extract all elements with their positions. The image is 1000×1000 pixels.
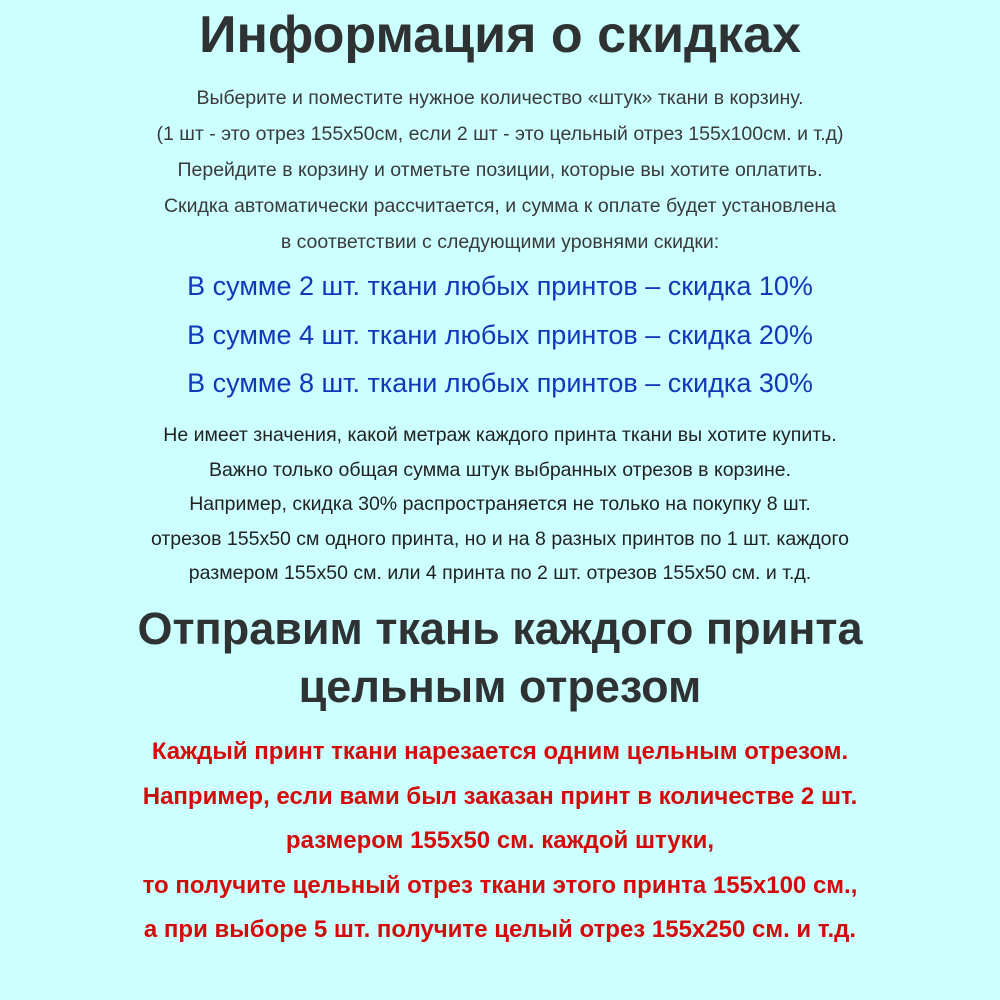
shipping-line: Каждый принт ткани нарезается одним цельным отрезом. [151, 738, 849, 765]
shipping-title-line: Отправим ткань каждого принта [137, 603, 863, 654]
discount-tier: В сумме 8 шт. ткани любых принтов – скидка 30% [187, 368, 813, 398]
shipping-line: Например, если вами был заказан принт в количестве 2 шт. [142, 782, 858, 810]
intro-line: Выберите и поместите нужное количество «штук» ткани в корзину. [196, 87, 804, 109]
discount-tier: В сумме 2 шт. ткани любых принтов – скидка 10% [187, 271, 813, 301]
shipping-line: то получите цельный отрез ткани этого принта 155х100 см., [142, 871, 858, 899]
note-line: размером 155х50 см. или 4 принта по 2 шт. отрезов 155х50 см. и т.д. [188, 562, 812, 584]
intro-line: Перейдите в корзину и отметьте позиции, которые вы хотите оплатить. [177, 159, 823, 181]
discount-tier: В сумме 4 шт. ткани любых принтов – скидка 20% [187, 319, 813, 350]
discount-notes [0, 418, 1000, 591]
shipping-details [0, 730, 1000, 953]
note-line: Не имеет значения, какой метраж каждого принта ткани вы хотите купить. [163, 424, 837, 446]
shipping-line: размером 155х50 см. каждой штуки, [285, 827, 715, 854]
discount-intro [0, 80, 1000, 260]
shipping-title-line: цельным отрезом [298, 661, 702, 712]
discount-tiers [0, 262, 1000, 408]
discount-title: Информация о скидках [199, 6, 801, 64]
note-line: Важно только общая сумма штук выбранных отрезов в корзине. [208, 458, 792, 481]
intro-line: Скидка автоматически рассчитается, и сумма к оплате будет установлена [163, 195, 837, 217]
note-line: отрезов 155х50 см одного принта, но и на 8 разных принтов по 1 шт. каждого [150, 527, 850, 550]
intro-line: (1 шт - это отрез 155х50см, если 2 шт - это цельный отрез 155х100см. и т.д) [156, 123, 844, 145]
note-line: Например, скидка 30% распространяется не только на покупку 8 шт. [189, 493, 811, 515]
shipping-title [0, 600, 1000, 716]
shipping-line: а при выборе 5 шт. получите целый отрез 155х250 см. и т.д. [143, 916, 857, 943]
intro-line: в соответствии с следующими уровнями скидки: [280, 231, 720, 253]
